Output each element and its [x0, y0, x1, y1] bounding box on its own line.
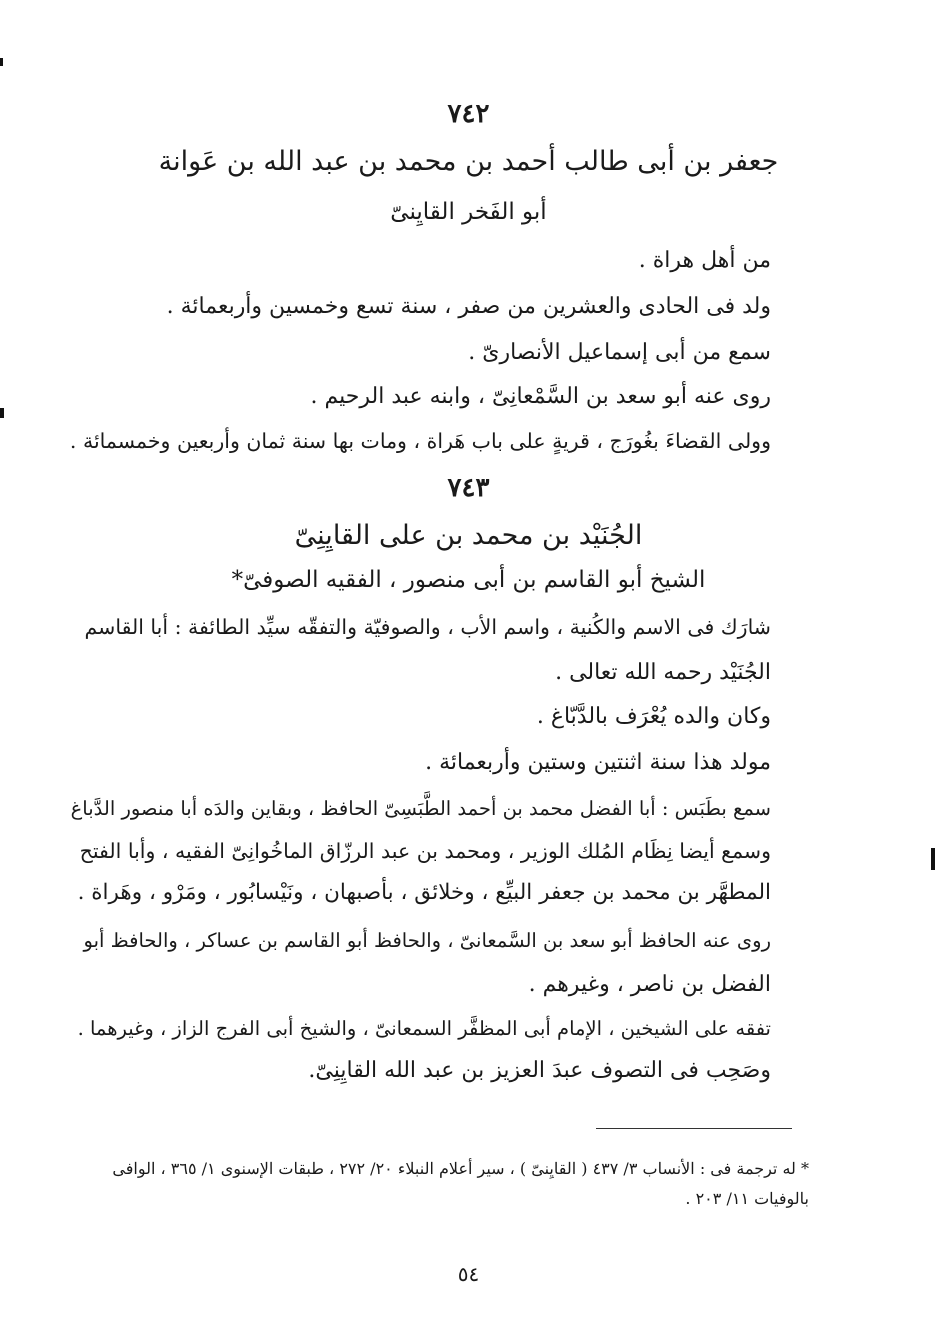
entry-743-line-5: سمع بطَبَس : أبا الفضل محمد بن أحمد الطَّبَسِىّ الحافظ ، وبقاين والدَه أبا منصور الدَّباغ [70, 797, 771, 820]
page-number: ٥٤ [457, 1262, 480, 1286]
scan-mark-middle-left [0, 408, 4, 418]
entry-number-742: ٧٤٢ [447, 99, 490, 129]
entry-743-line-2: الجُنَيْد رحمه الله تعالى . [555, 660, 771, 685]
scan-mark-right [931, 848, 935, 870]
entry-743-line-10: تفقه على الشيخين ، الإمام أبى المظفَّر السمعانىّ ، والشيخ أبى الفرج الزاز ، وغيرهما . [77, 1017, 771, 1040]
entry-743-line-7: المطهَّر بن محمد بن جعفر البيِّع ، وخلائق ، بأصبهان ، ونَيْسابُور ، ومَرْو ، وهَراة . [77, 880, 771, 905]
entry-743-line-8: روى عنه الحافظ أبو سعد بن السَّمعانىّ ، والحافظ أبو القاسم بن عساكر ، والحافظ أبو [83, 929, 771, 952]
entry-743-line-1: شارَك فى الاسم والكُنية ، واسم الأب ، والصوفيّة والتفقّه سيِّد الطائفة : أبا القاسم [84, 615, 771, 639]
entry-subtitle-742: أبو الفَخر القايِنىّ [390, 199, 547, 225]
footnote-divider [596, 1128, 792, 1129]
entry-number-743: ٧٤٣ [447, 473, 490, 503]
entry-743-line-9: الفضل بن ناصر ، وغيرهم . [528, 972, 771, 997]
scan-mark-top-left [0, 58, 3, 66]
entry-subtitle-743: الشيخ أبو القاسم بن أبى منصور ، الفقيه الصوفىّ* [231, 567, 706, 593]
entry-title-742: جعفر بن أبى طالب أحمد بن محمد بن عبد الله بن عَوانة [158, 146, 779, 177]
entry-743-line-3: وكان والده يُعْرَف بالدَّبّاغ . [536, 704, 771, 729]
entry-742-line-5: وولى القضاءَ بغُورَج ، قريةٍ على باب هَراة ، ومات بها سنة ثمان وأربعين وخمسمائة . [69, 429, 771, 453]
entry-743-line-4: مولد هذا سنة اثنتين وستين وأربعمائة . [425, 750, 771, 775]
entry-title-743: الجُنَيْد بن محمد بن على القايِنِىّ [294, 520, 643, 551]
entry-742-line-2: ولد فى الحادى والعشرين من صفر ، سنة تسع وخمسين وأربعمائة . [166, 294, 771, 319]
entry-742-line-3: سمع من أبى إسماعيل الأنصارىّ . [468, 340, 771, 365]
entry-742-line-1: من أهل هراة . [638, 248, 771, 273]
entry-743-line-6: وسمع أيضا نِظَام المُلك الوزير ، ومحمد بن عبد الرزّاق الماخُوانِىّ الفقيه ، وأبا الفتح [79, 839, 771, 863]
entry-742-line-4: روى عنه أبو سعد بن السَّمْعانِىّ ، وابنه عبد الرحيم . [310, 384, 771, 409]
footnote-line-2: بالوفيات ١١/ ٢٠٣ . [685, 1189, 809, 1208]
entry-743-line-11: وصَحِب فى التصوف عبدَ العزيز بن عبد الله القايِنِىّ. [308, 1058, 771, 1083]
footnote-line-1: * له ترجمة فى : الأنساب ٣/ ٤٣٧ ( القايِنىّ ) ، سير أعلام النبلاء ٢٠/ ٢٧٢ ، طبقات الإسنوى ١/ ٣٦٥ ، الوافى [112, 1159, 809, 1178]
